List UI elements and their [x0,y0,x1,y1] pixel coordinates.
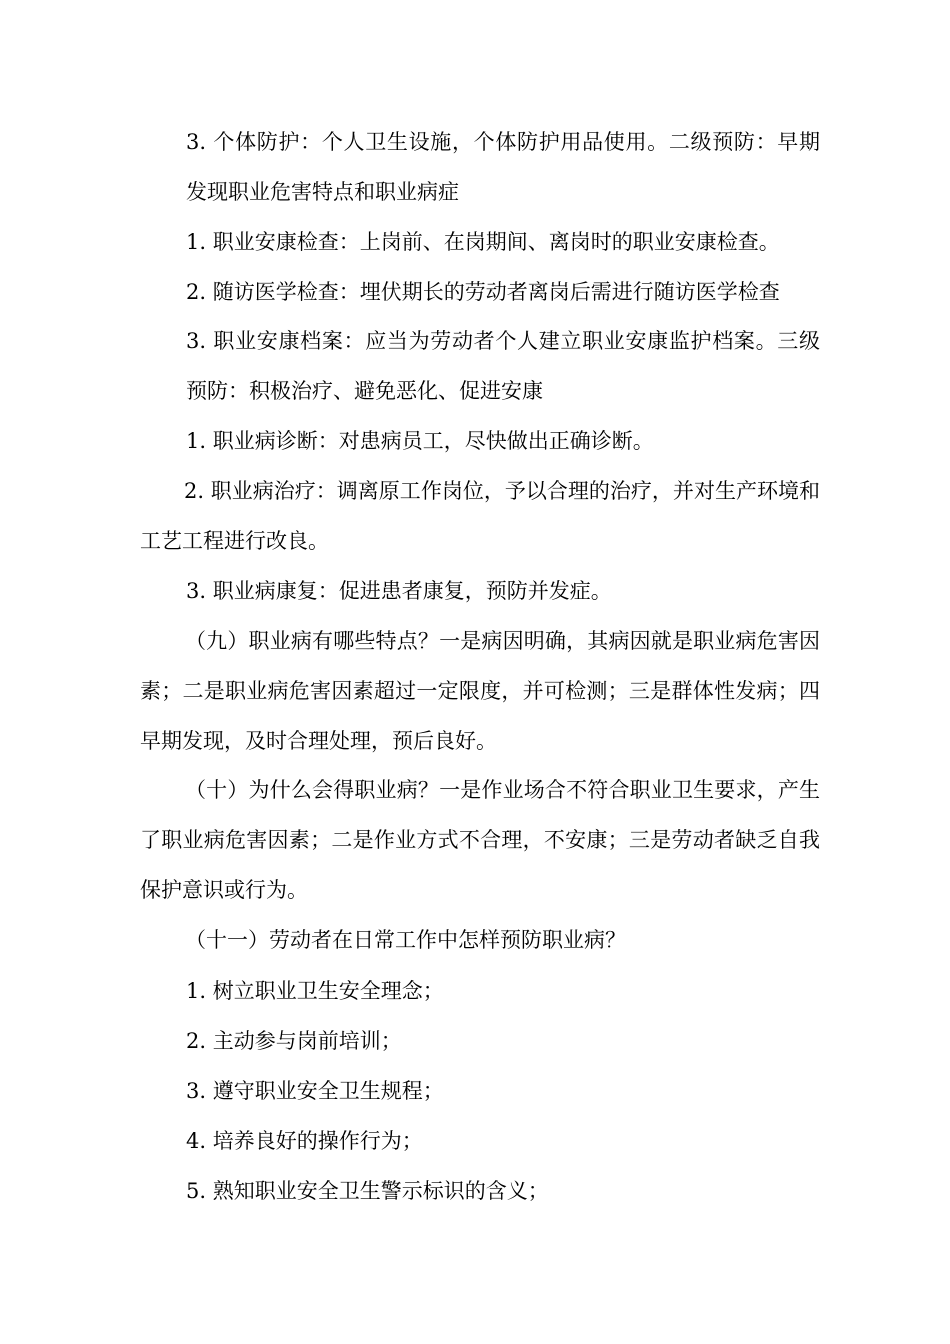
paragraph-section-ten: （十）为什么会得职业病？一是作业场合不符合职业卫生要求，产生了职业病危害因素；二是作业方式不合理，不安康；三是劳动者缺乏自我保护意识或行为。 [140,778,820,902]
list-item-safety-rules: 3. 遵守职业安全卫生规程； [186,1079,444,1103]
list-item-pre-job-training: 2. 主动参与岗前培训； [186,1029,402,1053]
list-item-safety-concept: 1. 树立职业卫生安全理念； [186,979,444,1003]
paragraph-health-check: 1. 职业安康检查：上岗前、在岗期间、离岗时的职业安康检查。 [186,230,780,254]
paragraph-section-nine: （九）职业病有哪些特点？一是病因明确，其病因就是职业病危害因素；二是职业病危害因素超过一定限度，并可检测；三是群体性发病；四早期发现，及时合理处理，预后良好。 [140,629,820,753]
list-item-warning-signs: 5. 熟知职业安全卫生警示标识的含义； [186,1179,549,1203]
paragraph-diagnosis: 1. 职业病诊断：对患病员工，尽快做出正确诊断。 [186,429,654,453]
list-item-good-behavior: 4. 培养良好的操作行为； [186,1129,423,1153]
paragraph-follow-up-exam: 2. 随访医学检查：埋伏期长的劳动者离岗后需进行随访医学检查 [186,280,780,304]
paragraph-treatment: 2. 职业病治疗：调离原工作岗位，予以合理的治疗，并对生产环境和工艺工程进行改良。 [140,479,820,553]
paragraph-section-eleven: （十一）劳动者在日常工作中怎样预防职业病？ [185,928,626,952]
paragraph-health-records: 3. 职业安康档案：应当为劳动者个人建立职业安康监护档案。三级预防：积极治疗、避免恶化、促进安康 [186,329,820,403]
paragraph-individual-protection: 3. 个体防护：个人卫生设施，个体防护用品使用。二级预防：早期发现职业危害特点和职业病症 [186,130,820,204]
paragraph-rehabilitation: 3. 职业病康复：促进患者康复，预防并发症。 [186,579,612,603]
